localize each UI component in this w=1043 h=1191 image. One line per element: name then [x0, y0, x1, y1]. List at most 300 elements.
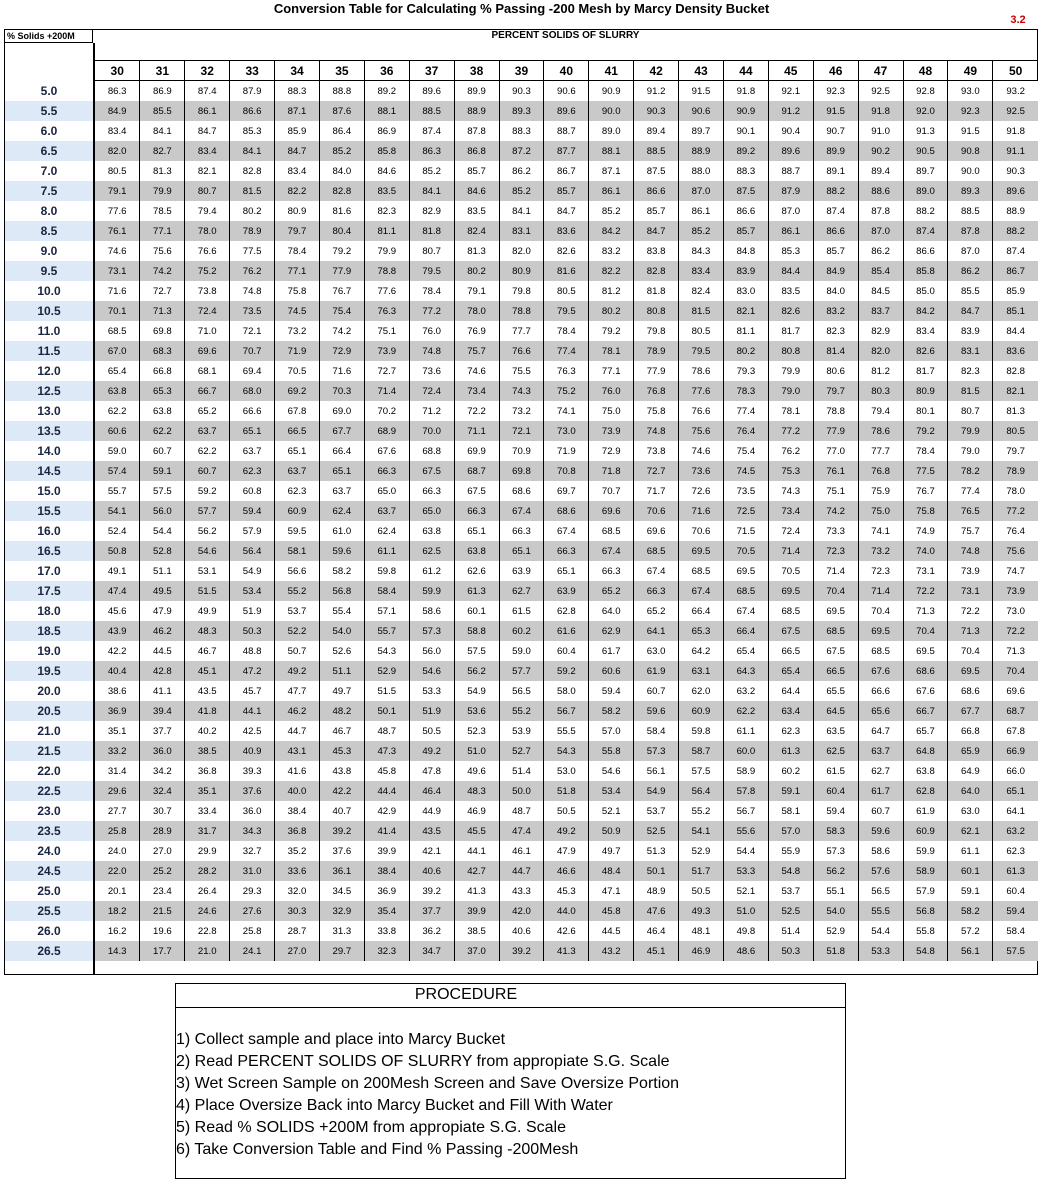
table-cell: 55.5 — [858, 901, 903, 921]
table-cell: 32.7 — [230, 841, 275, 861]
table-cell: 60.1 — [454, 601, 499, 621]
row-label: 6.0 — [40, 124, 58, 138]
table-cell: 82.0 — [858, 341, 903, 361]
table-cell: 67.4 — [679, 581, 724, 601]
table-cell: 85.5 — [948, 281, 993, 301]
table-cell: 82.2 — [589, 261, 634, 281]
table-cell: 86.1 — [768, 221, 813, 241]
table-cell: 79.9 — [140, 181, 185, 201]
table-cell: 53.4 — [230, 581, 275, 601]
table-cell: 70.9 — [499, 441, 544, 461]
table-cell: 75.1 — [813, 481, 858, 501]
table-cell: 73.2 — [858, 541, 903, 561]
table-cell: 85.5 — [140, 101, 185, 121]
table-cell: 85.2 — [319, 141, 364, 161]
table-row — [95, 261, 1038, 281]
table-row — [95, 641, 1038, 661]
table-cell: 59.2 — [544, 661, 589, 681]
table-cell: 50.5 — [679, 881, 724, 901]
table-cell: 80.2 — [589, 301, 634, 321]
table-cell: 85.9 — [275, 121, 320, 141]
table-cell: 54.8 — [903, 941, 948, 961]
table-cell: 44.7 — [275, 721, 320, 741]
table-cell: 72.9 — [589, 441, 634, 461]
table-cell: 69.5 — [858, 621, 903, 641]
table-cell: 84.8 — [723, 241, 768, 261]
table-cell: 58.2 — [948, 901, 993, 921]
table-cell: 46.2 — [140, 621, 185, 641]
table-row — [95, 221, 1038, 241]
table-cell: 70.6 — [634, 501, 679, 521]
table-cell: 85.4 — [858, 261, 903, 281]
table-cell: 67.5 — [454, 481, 499, 501]
table-cell: 55.7 — [364, 621, 409, 641]
table-cell: 82.8 — [319, 181, 364, 201]
table-cell: 43.3 — [499, 881, 544, 901]
table-cell: 44.0 — [544, 901, 589, 921]
table-cell: 78.6 — [858, 421, 903, 441]
table-cell: 78.8 — [499, 301, 544, 321]
table-cell: 63.8 — [454, 541, 499, 561]
table-cell: 78.0 — [454, 301, 499, 321]
table-cell: 43.1 — [275, 741, 320, 761]
table-cell: 83.5 — [364, 181, 409, 201]
table-cell: 69.0 — [319, 401, 364, 421]
table-cell: 44.5 — [589, 921, 634, 941]
table-cell: 74.8 — [948, 541, 993, 561]
table-cell: 60.2 — [768, 761, 813, 781]
table-cell: 87.0 — [948, 241, 993, 261]
table-cell: 83.2 — [589, 241, 634, 261]
table-cell: 42.1 — [409, 841, 454, 861]
table-cell: 84.9 — [813, 261, 858, 281]
table-cell: 67.8 — [275, 401, 320, 421]
table-cell: 56.7 — [723, 801, 768, 821]
table-cell: 83.4 — [275, 161, 320, 181]
column-header: 41 — [589, 61, 634, 81]
table-cell: 63.2 — [993, 821, 1038, 841]
procedure-step: 2) Read PERCENT SOLIDS OF SLURRY from appropiate S.G. Scale — [176, 1053, 670, 1070]
table-cell: 87.0 — [768, 201, 813, 221]
table-cell: 48.7 — [364, 721, 409, 741]
table-cell: 36.0 — [140, 741, 185, 761]
table-cell: 63.8 — [95, 381, 140, 401]
table-cell: 85.1 — [993, 301, 1038, 321]
table-cell: 43.5 — [409, 821, 454, 841]
table-cell: 87.4 — [185, 81, 230, 102]
table-cell: 34.5 — [319, 881, 364, 901]
table-cell: 47.3 — [364, 741, 409, 761]
page-title: Conversion Table for Calculating % Passing -200 Mesh by Marcy Density Bucket — [273, 1, 770, 16]
table-cell: 67.6 — [858, 661, 903, 681]
table-cell: 58.2 — [589, 701, 634, 721]
table-cell: 30.3 — [275, 901, 320, 921]
table-cell: 51.1 — [140, 561, 185, 581]
table-cell: 79.9 — [768, 361, 813, 381]
table-cell: 82.7 — [140, 141, 185, 161]
row-label-column — [5, 81, 93, 961]
table-cell: 63.9 — [544, 581, 589, 601]
table-cell: 79.4 — [185, 201, 230, 221]
table-cell: 80.9 — [275, 201, 320, 221]
table-cell: 83.4 — [903, 321, 948, 341]
table-cell: 56.1 — [634, 761, 679, 781]
table-row — [95, 581, 1038, 601]
table-cell: 69.8 — [140, 321, 185, 341]
table-cell: 62.7 — [858, 761, 903, 781]
table-cell: 74.2 — [319, 321, 364, 341]
table-row — [95, 901, 1038, 921]
table-cell: 82.1 — [993, 381, 1038, 401]
table-cell: 62.2 — [140, 421, 185, 441]
table-cell: 76.1 — [813, 461, 858, 481]
column-axis-label: PERCENT SOLIDS OF SLURRY — [491, 30, 640, 41]
table-cell: 53.0 — [544, 761, 589, 781]
table-cell: 52.8 — [140, 541, 185, 561]
row-label: 20.5 — [5, 701, 93, 721]
table-cell: 54.9 — [230, 561, 275, 581]
table-row — [95, 241, 1038, 261]
table-row — [95, 781, 1038, 801]
conversion-table — [95, 61, 1038, 961]
table-cell: 86.6 — [230, 101, 275, 121]
table-cell: 63.7 — [319, 481, 364, 501]
table-cell: 40.9 — [230, 741, 275, 761]
table-cell: 66.8 — [948, 721, 993, 741]
table-cell: 45.3 — [319, 741, 364, 761]
table-cell: 81.3 — [993, 401, 1038, 421]
table-cell: 86.2 — [858, 241, 903, 261]
table-cell: 47.9 — [140, 601, 185, 621]
table-cell: 67.4 — [634, 561, 679, 581]
table-cell: 88.2 — [993, 221, 1038, 241]
table-cell: 75.3 — [768, 461, 813, 481]
row-label: 17.0 — [37, 564, 61, 578]
column-header: 50 — [993, 61, 1038, 81]
table-cell: 71.6 — [319, 361, 364, 381]
table-cell: 51.5 — [364, 681, 409, 701]
table-cell: 83.6 — [544, 221, 589, 241]
table-cell: 42.5 — [230, 721, 275, 741]
table-cell: 75.0 — [858, 501, 903, 521]
table-cell: 50.5 — [409, 721, 454, 741]
table-cell: 83.4 — [185, 141, 230, 161]
table-cell: 54.3 — [544, 741, 589, 761]
column-header-row — [95, 61, 1038, 81]
table-row — [95, 201, 1038, 221]
table-cell: 27.0 — [140, 841, 185, 861]
table-row — [95, 161, 1038, 181]
table-cell: 77.7 — [858, 441, 903, 461]
table-cell: 51.8 — [544, 781, 589, 801]
table-cell: 44.1 — [230, 701, 275, 721]
table-cell: 22.8 — [185, 921, 230, 941]
table-cell: 68.7 — [454, 461, 499, 481]
table-cell: 68.3 — [140, 341, 185, 361]
table-cell: 85.9 — [993, 281, 1038, 301]
table-cell: 58.6 — [409, 601, 454, 621]
table-cell: 37.6 — [319, 841, 364, 861]
table-cell: 80.2 — [723, 341, 768, 361]
table-cell: 57.9 — [230, 521, 275, 541]
table-cell: 65.1 — [454, 521, 499, 541]
table-cell: 58.1 — [768, 801, 813, 821]
table-cell: 36.0 — [230, 801, 275, 821]
table-cell: 78.1 — [589, 341, 634, 361]
table-cell: 90.3 — [634, 101, 679, 121]
table-row — [95, 421, 1038, 441]
table-cell: 69.5 — [948, 661, 993, 681]
table-cell: 58.0 — [544, 681, 589, 701]
table-cell: 93.0 — [948, 81, 993, 102]
table-cell: 66.6 — [230, 401, 275, 421]
table-cell: 79.4 — [858, 401, 903, 421]
table-row — [95, 441, 1038, 461]
table-cell: 86.6 — [634, 181, 679, 201]
table-cell: 60.7 — [858, 801, 903, 821]
table-cell: 56.4 — [230, 541, 275, 561]
table-cell: 90.2 — [858, 141, 903, 161]
table-cell: 65.2 — [634, 601, 679, 621]
table-cell: 84.9 — [95, 101, 140, 121]
table-cell: 66.5 — [275, 421, 320, 441]
table-cell: 82.6 — [768, 301, 813, 321]
table-cell: 28.9 — [140, 821, 185, 841]
table-cell: 62.8 — [544, 601, 589, 621]
table-cell: 56.6 — [275, 561, 320, 581]
table-cell: 86.2 — [499, 161, 544, 181]
table-cell: 65.0 — [364, 481, 409, 501]
table-cell: 74.6 — [95, 241, 140, 261]
table-cell: 68.5 — [768, 601, 813, 621]
table-cell: 79.7 — [993, 441, 1038, 461]
table-cell: 73.0 — [544, 421, 589, 441]
table-cell: 90.6 — [679, 101, 724, 121]
table-cell: 80.5 — [95, 161, 140, 181]
table-cell: 42.0 — [499, 901, 544, 921]
table-cell: 88.5 — [409, 101, 454, 121]
table-cell: 48.8 — [230, 641, 275, 661]
table-cell: 85.2 — [589, 201, 634, 221]
table-cell: 89.6 — [409, 81, 454, 102]
table-cell: 62.7 — [499, 581, 544, 601]
table-row — [95, 381, 1038, 401]
table-cell: 42.7 — [454, 861, 499, 881]
table-cell: 67.4 — [544, 521, 589, 541]
table-cell: 60.2 — [499, 621, 544, 641]
table-cell: 70.5 — [275, 361, 320, 381]
table-cell: 46.9 — [679, 941, 724, 961]
table-cell: 82.8 — [230, 161, 275, 181]
table-cell: 84.0 — [319, 161, 364, 181]
table-cell: 86.2 — [948, 261, 993, 281]
table-cell: 81.6 — [319, 201, 364, 221]
table-cell: 57.6 — [858, 861, 903, 881]
table-cell: 60.9 — [275, 501, 320, 521]
table-cell: 80.7 — [409, 241, 454, 261]
table-cell: 69.4 — [230, 361, 275, 381]
table-row — [95, 601, 1038, 621]
table-cell: 83.6 — [993, 341, 1038, 361]
table-cell: 42.6 — [544, 921, 589, 941]
table-cell: 69.6 — [634, 521, 679, 541]
table-cell: 70.4 — [813, 581, 858, 601]
table-cell: 87.8 — [858, 201, 903, 221]
table-cell: 69.5 — [768, 581, 813, 601]
table-cell: 56.7 — [544, 701, 589, 721]
table-cell: 65.0 — [409, 501, 454, 521]
table-cell: 54.0 — [319, 621, 364, 641]
table-cell: 73.6 — [409, 361, 454, 381]
table-cell: 92.3 — [948, 101, 993, 121]
table-cell: 49.8 — [723, 921, 768, 941]
table-cell: 78.4 — [275, 241, 320, 261]
table-cell: 75.9 — [858, 481, 903, 501]
table-cell: 44.5 — [140, 641, 185, 661]
table-cell: 57.0 — [589, 721, 634, 741]
table-cell: 42.9 — [364, 801, 409, 821]
table-cell: 89.9 — [813, 141, 858, 161]
table-cell: 59.4 — [589, 681, 634, 701]
table-cell: 19.6 — [140, 921, 185, 941]
table-cell: 81.2 — [589, 281, 634, 301]
table-cell: 39.9 — [454, 901, 499, 921]
table-cell: 79.0 — [948, 441, 993, 461]
table-cell: 17.7 — [140, 941, 185, 961]
table-cell: 35.4 — [364, 901, 409, 921]
table-cell: 52.2 — [275, 621, 320, 641]
row-label: 9.0 — [40, 244, 58, 258]
table-cell: 78.0 — [993, 481, 1038, 501]
table-cell: 66.3 — [364, 461, 409, 481]
table-cell: 71.0 — [185, 321, 230, 341]
table-cell: 91.2 — [634, 81, 679, 102]
table-cell: 80.2 — [230, 201, 275, 221]
table-cell: 87.1 — [275, 101, 320, 121]
table-cell: 27.6 — [230, 901, 275, 921]
column-header: 46 — [813, 61, 858, 81]
table-cell: 63.7 — [364, 501, 409, 521]
column-header: 43 — [679, 61, 724, 81]
table-cell: 55.8 — [903, 921, 948, 941]
row-label: 21.0 — [37, 724, 61, 738]
table-cell: 72.4 — [768, 521, 813, 541]
table-cell: 73.9 — [948, 561, 993, 581]
table-cell: 74.1 — [544, 401, 589, 421]
table-cell: 71.3 — [993, 641, 1038, 661]
table-cell: 81.6 — [544, 261, 589, 281]
table-cell: 67.5 — [768, 621, 813, 641]
table-cell: 73.9 — [589, 421, 634, 441]
table-cell: 81.1 — [723, 321, 768, 341]
table-cell: 88.7 — [768, 161, 813, 181]
table-cell: 81.3 — [454, 241, 499, 261]
table-cell: 90.5 — [903, 141, 948, 161]
table-cell: 70.1 — [95, 301, 140, 321]
table-cell: 53.3 — [858, 941, 903, 961]
table-cell: 84.5 — [858, 281, 903, 301]
table-cell: 82.8 — [634, 261, 679, 281]
table-cell: 57.7 — [499, 661, 544, 681]
table-cell: 61.1 — [723, 721, 768, 741]
table-cell: 62.5 — [409, 541, 454, 561]
table-cell: 71.5 — [723, 521, 768, 541]
column-header: 44 — [723, 61, 768, 81]
table-cell: 87.0 — [858, 221, 903, 241]
table-cell: 75.2 — [544, 381, 589, 401]
table-cell: 77.0 — [813, 441, 858, 461]
table-cell: 71.4 — [858, 581, 903, 601]
table-cell: 38.4 — [364, 861, 409, 881]
table-row — [95, 561, 1038, 581]
table-cell: 67.4 — [723, 601, 768, 621]
table-cell: 84.7 — [185, 121, 230, 141]
table-cell: 88.2 — [903, 201, 948, 221]
table-cell: 89.4 — [858, 161, 903, 181]
table-cell: 60.0 — [723, 741, 768, 761]
table-cell: 81.5 — [948, 381, 993, 401]
table-cell: 73.3 — [813, 521, 858, 541]
table-cell: 77.4 — [948, 481, 993, 501]
table-cell: 70.5 — [768, 561, 813, 581]
table-cell: 39.2 — [409, 881, 454, 901]
table-cell: 91.1 — [993, 141, 1038, 161]
table-cell: 72.7 — [634, 461, 679, 481]
row-label: 14.5 — [5, 461, 93, 481]
table-cell: 59.2 — [185, 481, 230, 501]
table-cell: 79.9 — [364, 241, 409, 261]
table-cell: 82.4 — [679, 281, 724, 301]
table-cell: 60.1 — [948, 861, 993, 881]
table-cell: 88.7 — [544, 121, 589, 141]
table-cell: 87.5 — [634, 161, 679, 181]
table-cell: 86.1 — [679, 201, 724, 221]
table-cell: 77.9 — [813, 421, 858, 441]
table-cell: 60.4 — [813, 781, 858, 801]
table-cell: 47.9 — [544, 841, 589, 861]
table-cell: 46.9 — [454, 801, 499, 821]
table-cell: 79.5 — [679, 341, 724, 361]
table-cell: 49.7 — [589, 841, 634, 861]
table-cell: 81.7 — [903, 361, 948, 381]
table-cell: 59.8 — [679, 721, 724, 741]
table-cell: 84.1 — [230, 141, 275, 161]
table-row — [95, 841, 1038, 861]
table-cell: 34.2 — [140, 761, 185, 781]
table-cell: 69.5 — [813, 601, 858, 621]
table-cell: 34.3 — [230, 821, 275, 841]
table-cell: 67.8 — [993, 721, 1038, 741]
table-cell: 33.6 — [275, 861, 320, 881]
table-cell: 70.7 — [230, 341, 275, 361]
table-cell: 84.7 — [275, 141, 320, 161]
table-row — [95, 81, 1038, 102]
table-cell: 42.8 — [140, 661, 185, 681]
table-cell: 70.8 — [544, 461, 589, 481]
table-cell: 70.5 — [723, 541, 768, 561]
table-cell: 68.0 — [230, 381, 275, 401]
table-cell: 72.1 — [230, 321, 275, 341]
row-label: 23.5 — [5, 821, 93, 841]
table-cell: 53.3 — [409, 681, 454, 701]
table-cell: 29.3 — [230, 881, 275, 901]
table-cell: 40.6 — [409, 861, 454, 881]
table-cell: 74.7 — [993, 561, 1038, 581]
table-cell: 55.2 — [499, 701, 544, 721]
table-cell: 53.1 — [185, 561, 230, 581]
table-cell: 65.4 — [768, 661, 813, 681]
table-cell: 65.4 — [723, 641, 768, 661]
